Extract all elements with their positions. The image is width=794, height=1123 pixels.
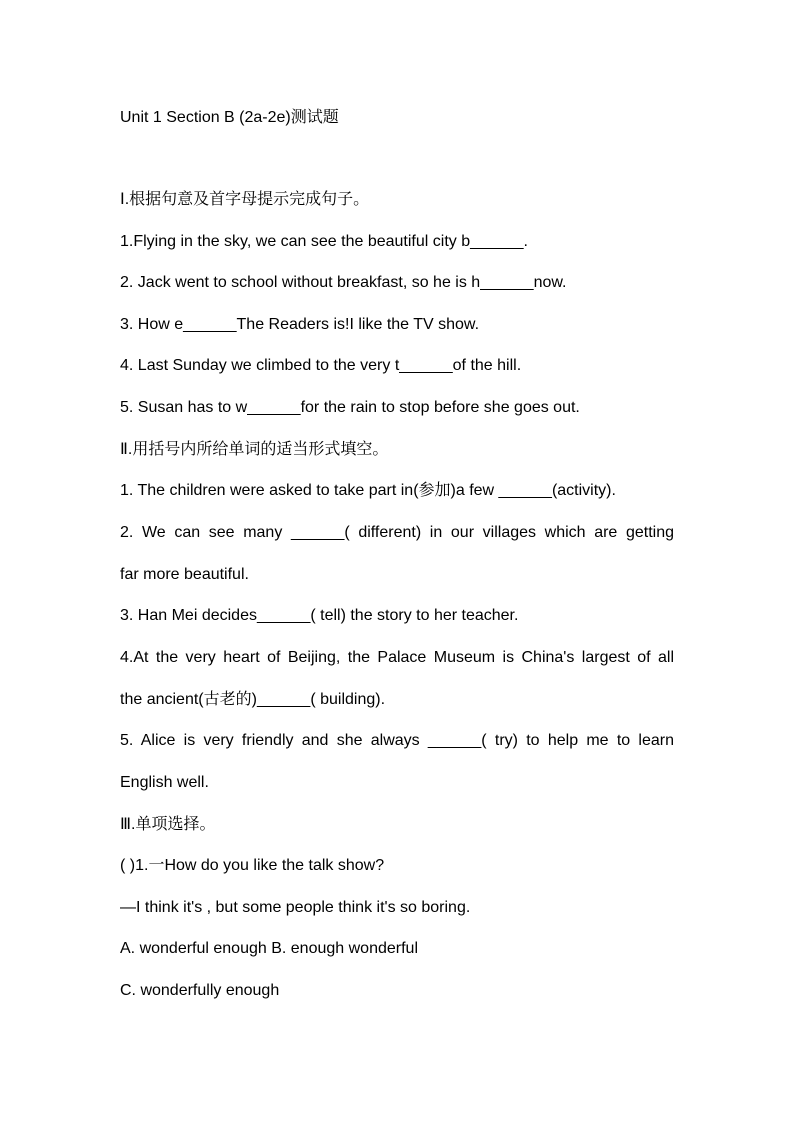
section-3-answer-line: —I think it's , but some people think it's so boring. [120, 899, 471, 916]
section-3-heading: Ⅲ.单项选择。 [120, 816, 216, 833]
section-2-item-3: 3. Han Mei decides______( tell) the story to her teacher. [120, 607, 519, 624]
section-2-item-1: 1. The children were asked to take part in(参加)a few ______(activity). [120, 482, 616, 499]
section-1-item-1: 1.Flying in the sky, we can see the beautiful city b______. [120, 233, 528, 250]
section-1-item-5: 5. Susan has to w______for the rain to stop before she goes out. [120, 399, 580, 416]
section-2-item-5-continued: English well. [120, 774, 209, 791]
section-3-option-ab: A. wonderful enough B. enough wonderful [120, 940, 418, 957]
section-1-heading: Ⅰ.根据句意及首字母提示完成句子。 [120, 191, 370, 208]
section-2-heading: Ⅱ.用括号内所给单词的适当形式填空。 [120, 441, 389, 458]
section-1-item-2: 2. Jack went to school without breakfast, so he is h______now. [120, 274, 567, 291]
section-2-item-2-continued: far more beautiful. [120, 566, 249, 583]
section-3-question-1: ( )1.一How do you like the talk show? [120, 857, 385, 874]
section-2-item-5: 5. Alice is very friendly and she always ______( try) to help me to learn [120, 732, 674, 749]
section-1-item-4: 4. Last Sunday we climbed to the very t______of the hill. [120, 357, 522, 374]
section-2-item-4-continued: the ancient(古老的)______( building). [120, 691, 386, 708]
section-1-item-3: 3. How e______The Readers is!I like the TV show. [120, 316, 480, 333]
section-3-option-c: C. wonderfully enough [120, 982, 280, 999]
section-2-item-2: 2. We can see many ______( different) in our villages which are getting [120, 524, 674, 541]
document-title: Unit 1 Section B (2a-2e)测试题 [120, 109, 339, 126]
section-2-item-4: 4.At the very heart of Beijing, the Palace Museum is China's largest of all [120, 649, 674, 666]
